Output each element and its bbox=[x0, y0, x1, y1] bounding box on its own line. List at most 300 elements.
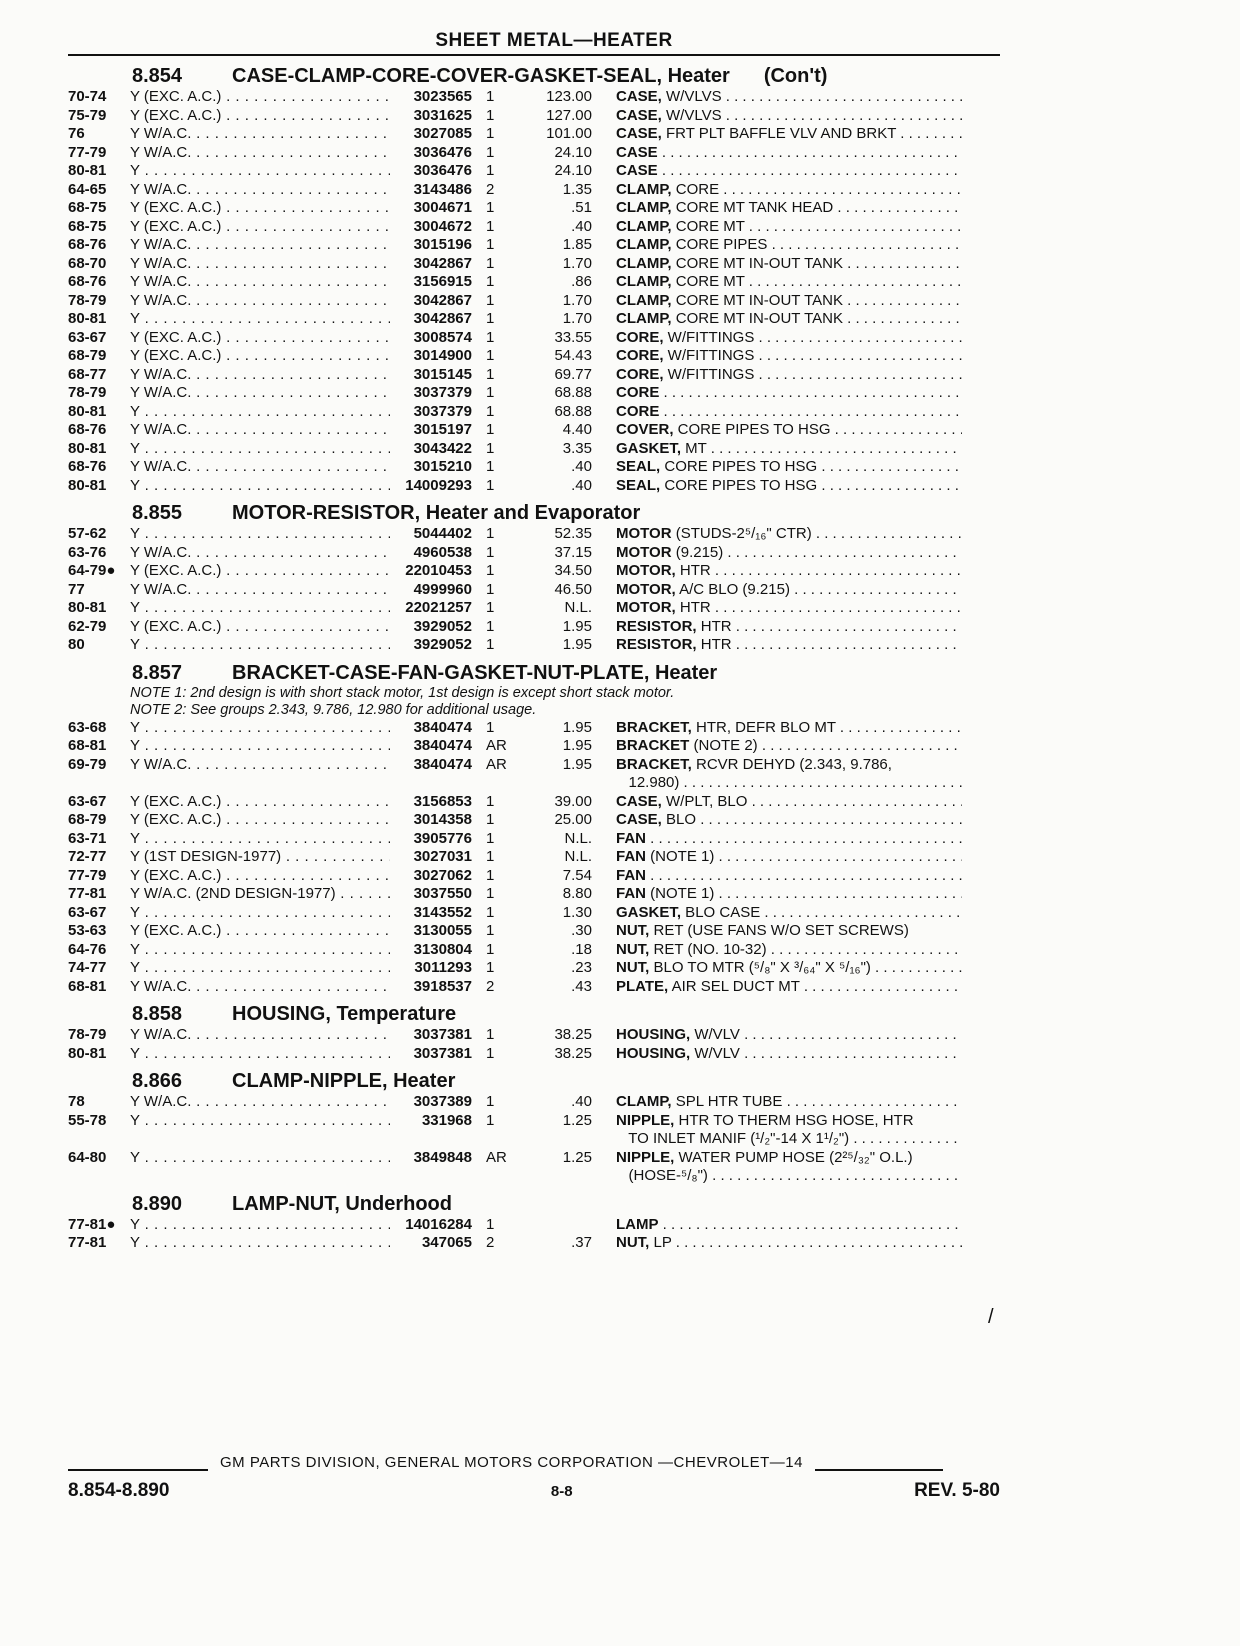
row-description bbox=[592, 218, 962, 237]
row-description bbox=[592, 310, 962, 329]
row-models bbox=[130, 236, 390, 255]
part-row bbox=[68, 848, 1000, 867]
row-models bbox=[130, 218, 390, 237]
header-rule bbox=[68, 54, 1000, 56]
row-quantity: 1 bbox=[486, 328, 495, 346]
row-description bbox=[592, 811, 962, 830]
row-years: 77-81 bbox=[68, 1234, 107, 1251]
row-models bbox=[130, 310, 390, 329]
row-price: 8.80 bbox=[562, 885, 592, 902]
row-models-text: Y W/A.C. bbox=[130, 1026, 192, 1043]
row-models-text: Y bbox=[130, 636, 141, 653]
description-detail: (9.215) bbox=[671, 543, 724, 561]
row-description bbox=[592, 737, 962, 756]
description-name: NIPPLE, bbox=[616, 1111, 675, 1129]
description-line bbox=[616, 162, 962, 181]
row-quantity: 1 bbox=[486, 421, 495, 438]
row-models-text: Y bbox=[130, 599, 141, 616]
row-models bbox=[130, 458, 390, 477]
row-models-text: Y bbox=[130, 1111, 141, 1129]
part-row bbox=[68, 830, 1000, 849]
row-description bbox=[592, 618, 962, 637]
row-models bbox=[130, 329, 390, 348]
row-years: 63-67 bbox=[68, 792, 107, 810]
section-header bbox=[68, 497, 1000, 525]
row-models bbox=[130, 292, 390, 311]
part-row bbox=[68, 599, 1000, 618]
row-price: N.L. bbox=[564, 829, 592, 847]
description-line bbox=[616, 199, 962, 218]
row-years: 78-79 bbox=[68, 291, 107, 309]
row-years: 72-77 bbox=[68, 848, 107, 865]
row-models-text: Y W/A.C. bbox=[130, 580, 192, 598]
row-description bbox=[592, 403, 962, 422]
row-description bbox=[592, 959, 962, 978]
description-detail: LP bbox=[649, 1234, 672, 1251]
row-price: 1.70 bbox=[562, 291, 592, 309]
part-row bbox=[68, 421, 1000, 440]
row-price: 24.10 bbox=[554, 143, 592, 161]
part-row bbox=[68, 867, 1000, 886]
row-part-number: 3027085 bbox=[413, 125, 472, 142]
description-line bbox=[616, 1026, 962, 1045]
row-description bbox=[592, 1045, 962, 1064]
row-description bbox=[592, 162, 962, 181]
row-part-number: 3011293 bbox=[414, 959, 472, 976]
description-detail: SPL HTR TUBE bbox=[671, 1093, 783, 1110]
part-row bbox=[68, 544, 1000, 563]
description-name: PLATE, bbox=[616, 977, 669, 995]
row-description bbox=[592, 978, 962, 997]
description-detail: W/FITTINGS bbox=[663, 365, 755, 383]
description-name: NIPPLE, bbox=[616, 1148, 675, 1166]
row-description bbox=[592, 719, 962, 738]
catalog-page bbox=[68, 30, 1000, 1253]
section-header bbox=[68, 60, 1000, 88]
description-detail: A/C BLO (9.215) bbox=[675, 580, 790, 598]
row-models-text: Y bbox=[130, 903, 141, 921]
description-name: CASE bbox=[616, 143, 658, 161]
section-number: 8.890 bbox=[132, 1192, 183, 1215]
row-models bbox=[130, 885, 390, 904]
description-detail: CORE MT bbox=[671, 217, 745, 235]
row-models bbox=[130, 848, 390, 867]
description-line bbox=[616, 88, 962, 107]
row-models-text: Y (EXC. A.C.) bbox=[130, 217, 222, 235]
row-models bbox=[130, 1093, 390, 1112]
section-header bbox=[68, 998, 1000, 1026]
section-number: 8.858 bbox=[132, 1003, 183, 1025]
row-models-text: Y bbox=[130, 940, 141, 958]
description-line bbox=[616, 403, 962, 422]
description-detail: W/FITTINGS bbox=[663, 347, 755, 364]
description-line bbox=[616, 366, 962, 385]
sections-container bbox=[68, 60, 1000, 1253]
row-years: 68-75 bbox=[68, 199, 107, 216]
description-name: COVER, bbox=[616, 421, 674, 438]
row-years: 53-63 bbox=[68, 922, 107, 939]
row-part-number: 3023565 bbox=[413, 88, 472, 105]
row-years: 68-70 bbox=[68, 254, 107, 272]
row-models bbox=[130, 199, 390, 218]
row-price: .86 bbox=[571, 273, 592, 290]
row-part-number: 3042867 bbox=[413, 254, 472, 272]
row-description bbox=[592, 544, 962, 563]
description-name: FAN bbox=[616, 848, 646, 865]
row-models-text: Y bbox=[130, 737, 141, 754]
row-part-number: 3036476 bbox=[413, 162, 472, 179]
part-row bbox=[68, 525, 1000, 544]
row-quantity: 1 bbox=[486, 143, 495, 161]
row-models bbox=[130, 273, 390, 292]
description-name: MOTOR, bbox=[616, 599, 676, 616]
row-price: 1.95 bbox=[562, 636, 592, 653]
row-models-text: Y bbox=[130, 1044, 141, 1062]
description-line bbox=[616, 292, 962, 311]
row-description bbox=[592, 125, 962, 144]
section-number: 8.866 bbox=[132, 1070, 183, 1092]
description-detail: AIR SEL DUCT MT bbox=[668, 977, 800, 995]
row-price: .40 bbox=[571, 476, 592, 494]
row-models-text: Y (EXC. A.C.) bbox=[130, 347, 222, 364]
description-name: MOTOR, bbox=[616, 562, 676, 579]
description-line bbox=[616, 1112, 962, 1131]
section-number: 8.857 bbox=[132, 661, 183, 684]
row-models-text: Y W/A.C. (2ND DESIGN-1977) bbox=[130, 885, 336, 902]
row-price: 1.70 bbox=[562, 310, 592, 327]
row-price: N.L. bbox=[564, 599, 592, 616]
description-detail: (STUDS-2⁵/₁₆" CTR) bbox=[671, 525, 812, 542]
row-models bbox=[130, 599, 390, 618]
description-detail: CORE MT bbox=[671, 273, 745, 290]
row-price: .40 bbox=[571, 1093, 592, 1110]
row-price: 25.00 bbox=[554, 811, 592, 828]
row-price: 1.95 bbox=[562, 737, 592, 754]
row-models-text: Y W/A.C. bbox=[130, 421, 192, 438]
row-part-number: 22010453 bbox=[405, 562, 472, 579]
description-detail: BLO TO MTR (⁵/₈" X ³/₆₄" X ⁵/₁₆") bbox=[649, 959, 871, 976]
row-quantity: 1 bbox=[486, 236, 495, 253]
description-detail: (NOTE 1) bbox=[646, 848, 715, 865]
row-quantity: 1 bbox=[486, 580, 495, 598]
row-models-text: Y (EXC. A.C.) bbox=[130, 866, 222, 884]
description-name: CASE bbox=[616, 162, 658, 179]
row-years: 78-79 bbox=[68, 1026, 107, 1043]
row-quantity: 1 bbox=[486, 940, 495, 958]
part-row bbox=[68, 581, 1000, 600]
row-models bbox=[130, 477, 390, 496]
part-row bbox=[68, 562, 1000, 581]
row-years: 80-81 bbox=[68, 162, 107, 179]
row-models bbox=[130, 793, 390, 812]
description-detail: HTR TO THERM HSG HOSE, HTR bbox=[674, 1111, 914, 1129]
description-name: MOTOR bbox=[616, 543, 672, 561]
part-row bbox=[68, 1026, 1000, 1045]
row-models-text: Y (EXC. A.C.) bbox=[130, 617, 222, 635]
row-part-number: 3037389 bbox=[413, 1093, 472, 1110]
row-quantity: 1 bbox=[486, 885, 495, 902]
description-line bbox=[616, 458, 962, 477]
row-years: 68-77 bbox=[68, 365, 107, 383]
description-detail: HTR bbox=[696, 636, 732, 653]
row-models bbox=[130, 756, 390, 793]
row-quantity: 1 bbox=[486, 848, 495, 865]
description-name: CASE, bbox=[616, 792, 662, 810]
row-models bbox=[130, 1234, 390, 1253]
row-models-text: Y (EXC. A.C.) bbox=[130, 792, 222, 810]
row-part-number: 347065 bbox=[421, 1234, 472, 1251]
row-description bbox=[592, 236, 962, 255]
row-models-text: Y bbox=[130, 525, 141, 542]
section-title: BRACKET-CASE-FAN-GASKET-NUT-PLATE, Heater bbox=[232, 661, 718, 684]
part-row bbox=[68, 218, 1000, 237]
description-name: NUT, bbox=[616, 959, 650, 976]
row-description bbox=[592, 1026, 962, 1045]
row-quantity: 1 bbox=[486, 1026, 495, 1043]
part-row bbox=[68, 255, 1000, 274]
part-row bbox=[68, 978, 1000, 997]
row-price: .40 bbox=[571, 217, 592, 235]
row-description bbox=[592, 830, 962, 849]
row-price: 1.70 bbox=[562, 254, 592, 272]
description-detail: W/VLVS bbox=[661, 106, 722, 124]
row-years: 68-75 bbox=[68, 217, 107, 235]
row-price: 1.30 bbox=[562, 903, 592, 921]
row-price: 52.35 bbox=[554, 525, 592, 542]
row-price: .37 bbox=[571, 1234, 592, 1251]
description-name: NUT, bbox=[616, 1234, 650, 1251]
row-part-number: 3042867 bbox=[413, 310, 472, 327]
row-price: 34.50 bbox=[554, 562, 592, 579]
description-line bbox=[616, 310, 962, 329]
description-line bbox=[616, 384, 962, 403]
description-line bbox=[616, 1216, 962, 1235]
row-models-text: Y W/A.C. bbox=[130, 143, 192, 161]
description-name: FAN bbox=[616, 885, 646, 902]
row-models bbox=[130, 421, 390, 440]
section-note: NOTE 1: 2nd design is with short stack motor, 1st design is except short stack motor. bbox=[130, 684, 675, 701]
section-header bbox=[68, 657, 1000, 685]
row-quantity: 1 bbox=[486, 903, 495, 921]
description-name: CLAMP, bbox=[616, 236, 672, 253]
row-part-number: 3840474 bbox=[413, 755, 472, 773]
row-models-text: Y W/A.C. bbox=[130, 236, 192, 253]
description-detail: RET (NO. 10-32) bbox=[649, 940, 767, 958]
row-models bbox=[130, 347, 390, 366]
section-continued-label: (Con't) bbox=[763, 65, 828, 87]
row-models-text: Y bbox=[130, 829, 141, 847]
description-line bbox=[616, 599, 962, 618]
row-part-number: 3840474 bbox=[413, 718, 472, 736]
row-quantity: 1 bbox=[486, 476, 495, 494]
row-quantity: 1 bbox=[486, 829, 495, 847]
description-detail: (NOTE 2) bbox=[689, 737, 758, 754]
row-price: 127.00 bbox=[546, 106, 592, 124]
row-description bbox=[592, 88, 962, 107]
description-line bbox=[616, 477, 962, 496]
row-price: 38.25 bbox=[554, 1044, 592, 1062]
description-line bbox=[616, 811, 962, 830]
row-price: .51 bbox=[571, 199, 592, 216]
description-name: CLAMP, bbox=[616, 310, 672, 327]
row-models bbox=[130, 562, 390, 581]
row-quantity: 1 bbox=[486, 866, 495, 884]
row-description bbox=[592, 273, 962, 292]
section-title: CLAMP-NIPPLE, Heater bbox=[232, 1070, 456, 1092]
row-years: 62-79 bbox=[68, 617, 107, 635]
row-years: 64-79● bbox=[68, 562, 116, 579]
row-quantity: 2 bbox=[486, 180, 495, 198]
row-description bbox=[592, 477, 962, 496]
description-detail: TO INLET MANIF (¹/₂"-14 X 1¹/₂") bbox=[616, 1130, 850, 1147]
description-line bbox=[616, 1167, 962, 1186]
row-models bbox=[130, 941, 390, 960]
description-name: CORE, bbox=[616, 347, 664, 364]
row-models-text: Y W/A.C. bbox=[130, 273, 192, 290]
row-years: 69-79 bbox=[68, 755, 107, 773]
row-description bbox=[592, 347, 962, 366]
row-quantity: 1 bbox=[486, 1111, 495, 1129]
row-description bbox=[592, 292, 962, 311]
row-years: 80-81 bbox=[68, 310, 107, 327]
row-models bbox=[130, 384, 390, 403]
part-row bbox=[68, 1112, 1000, 1149]
row-years: 68-79 bbox=[68, 811, 107, 828]
description-name: CLAMP, bbox=[616, 180, 672, 198]
row-price: 1.35 bbox=[562, 180, 592, 198]
row-part-number: 331968 bbox=[421, 1111, 472, 1129]
row-models-text: Y (EXC. A.C.) bbox=[130, 328, 222, 346]
part-row bbox=[68, 737, 1000, 756]
row-models-text: Y W/A.C. bbox=[130, 543, 192, 561]
description-line bbox=[616, 904, 962, 923]
section-header bbox=[68, 1188, 1000, 1216]
part-row bbox=[68, 477, 1000, 496]
row-models-text: Y (EXC. A.C.) bbox=[130, 199, 222, 216]
row-description bbox=[592, 1234, 962, 1253]
description-name: GASKET, bbox=[616, 903, 682, 921]
row-description bbox=[592, 329, 962, 348]
row-part-number: 14009293 bbox=[405, 476, 472, 494]
row-description bbox=[592, 525, 962, 544]
row-years: 80-81 bbox=[68, 402, 107, 420]
row-models-text: Y W/A.C. bbox=[130, 755, 192, 773]
row-years: 63-67 bbox=[68, 328, 107, 346]
row-price: 3.35 bbox=[562, 439, 592, 457]
description-name: MOTOR bbox=[616, 525, 672, 542]
description-line bbox=[616, 440, 962, 459]
row-years: 77-81 bbox=[68, 885, 107, 902]
row-part-number: 3008574 bbox=[413, 328, 472, 346]
description-detail: W/FITTINGS bbox=[663, 328, 755, 346]
part-row bbox=[68, 1093, 1000, 1112]
part-row bbox=[68, 719, 1000, 738]
row-models bbox=[130, 719, 390, 738]
row-part-number: 3014358 bbox=[413, 811, 472, 828]
description-line bbox=[616, 885, 962, 904]
row-price: 1.95 bbox=[562, 617, 592, 635]
row-models bbox=[130, 162, 390, 181]
part-row bbox=[68, 199, 1000, 218]
description-line bbox=[616, 719, 962, 738]
description-name: MOTOR, bbox=[616, 580, 676, 598]
description-detail: FRT PLT BAFFLE VLV AND BRKT bbox=[661, 125, 897, 142]
part-row bbox=[68, 811, 1000, 830]
description-name: SEAL, bbox=[616, 458, 661, 475]
footer-rule-right bbox=[815, 1469, 943, 1471]
description-detail: HTR, DEFR BLO MT bbox=[691, 718, 836, 736]
row-models bbox=[130, 811, 390, 830]
description-line bbox=[616, 756, 962, 775]
part-row bbox=[68, 236, 1000, 255]
part-row bbox=[68, 1234, 1000, 1253]
section-title: HOUSING, Temperature bbox=[232, 1003, 457, 1025]
row-models bbox=[130, 830, 390, 849]
row-years: 70-74 bbox=[68, 88, 107, 105]
part-row bbox=[68, 885, 1000, 904]
part-row bbox=[68, 347, 1000, 366]
row-models bbox=[130, 107, 390, 126]
section-number: 8.854 bbox=[132, 65, 183, 87]
footer-publisher-line bbox=[68, 1454, 1000, 1471]
row-models bbox=[130, 618, 390, 637]
row-models bbox=[130, 959, 390, 978]
row-models bbox=[130, 144, 390, 163]
description-line bbox=[616, 107, 962, 126]
row-description bbox=[592, 562, 962, 581]
row-quantity: 1 bbox=[486, 310, 495, 327]
part-row bbox=[68, 273, 1000, 292]
description-detail: HTR bbox=[675, 562, 711, 579]
description-name: CLAMP, bbox=[616, 254, 672, 272]
description-name: SEAL, bbox=[616, 476, 661, 494]
row-quantity: 1 bbox=[486, 199, 495, 216]
description-detail: CORE bbox=[671, 180, 720, 198]
row-years: 78-79 bbox=[68, 384, 107, 401]
row-quantity: 1 bbox=[486, 636, 495, 653]
description-name: BRACKET, bbox=[616, 718, 692, 736]
row-part-number: 3143552 bbox=[413, 903, 472, 921]
description-line bbox=[616, 125, 962, 144]
part-row bbox=[68, 162, 1000, 181]
row-quantity: 1 bbox=[486, 347, 495, 364]
row-price: 69.77 bbox=[554, 365, 592, 383]
row-quantity: 1 bbox=[486, 1093, 495, 1110]
description-name: FAN bbox=[616, 866, 646, 884]
row-models bbox=[130, 1112, 390, 1149]
section-title: LAMP-NUT, Underhood bbox=[232, 1192, 452, 1215]
row-years: 57-62 bbox=[68, 525, 107, 542]
part-row bbox=[68, 310, 1000, 329]
row-years: 68-76 bbox=[68, 273, 107, 290]
row-years: 77-79 bbox=[68, 866, 107, 884]
footer-rule-left bbox=[68, 1469, 208, 1471]
row-quantity: 2 bbox=[486, 977, 495, 995]
row-years: 77-79 bbox=[68, 143, 107, 161]
row-quantity: 1 bbox=[486, 217, 495, 235]
part-row bbox=[68, 904, 1000, 923]
row-part-number: 14016284 bbox=[405, 1215, 472, 1233]
row-description bbox=[592, 421, 962, 440]
row-models-text: Y W/A.C. bbox=[130, 365, 192, 383]
row-models bbox=[130, 125, 390, 144]
row-part-number: 5044402 bbox=[413, 525, 472, 542]
row-years: 77 bbox=[68, 580, 85, 598]
row-quantity: 1 bbox=[486, 291, 495, 309]
row-description bbox=[592, 440, 962, 459]
row-models bbox=[130, 1216, 390, 1235]
description-detail: MT bbox=[681, 439, 707, 457]
